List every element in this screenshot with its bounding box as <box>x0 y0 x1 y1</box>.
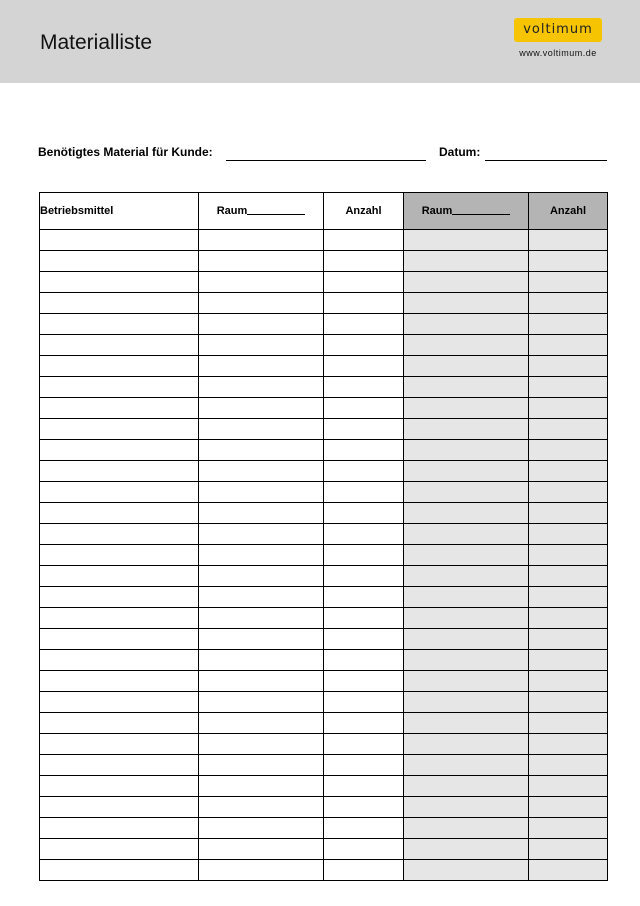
table-row <box>40 818 608 839</box>
table-cell[interactable] <box>40 524 199 545</box>
material-table <box>39 192 608 881</box>
table-cell[interactable] <box>529 461 608 482</box>
table-cell[interactable] <box>40 755 199 776</box>
table-cell[interactable] <box>40 671 199 692</box>
table-cell[interactable] <box>324 482 404 503</box>
website-url[interactable]: www.voltimum.de <box>519 48 597 58</box>
table-cell[interactable] <box>40 818 199 839</box>
table-cell[interactable] <box>40 650 199 671</box>
table-cell[interactable] <box>324 776 404 797</box>
table-cell[interactable] <box>404 377 529 398</box>
table-cell[interactable] <box>404 230 529 251</box>
table-row <box>40 440 608 461</box>
table-cell[interactable] <box>529 692 608 713</box>
table-cell[interactable] <box>199 860 324 881</box>
table-cell[interactable] <box>529 482 608 503</box>
table-cell[interactable] <box>529 566 608 587</box>
table-cell[interactable] <box>40 629 199 650</box>
table-row <box>40 272 608 293</box>
table-cell[interactable] <box>529 671 608 692</box>
table-cell[interactable] <box>324 272 404 293</box>
table-cell[interactable] <box>404 650 529 671</box>
table-cell[interactable] <box>199 818 324 839</box>
table-header-row <box>40 193 608 230</box>
table-cell[interactable] <box>199 482 324 503</box>
voltimum-logo[interactable]: voltimum <box>514 18 602 42</box>
table-cell[interactable] <box>404 335 529 356</box>
table-cell[interactable] <box>40 713 199 734</box>
table-cell[interactable] <box>529 650 608 671</box>
table-cell[interactable] <box>404 734 529 755</box>
table-cell[interactable] <box>40 293 199 314</box>
table-cell[interactable] <box>404 608 529 629</box>
table-cell[interactable] <box>324 860 404 881</box>
table-cell[interactable] <box>324 650 404 671</box>
table-cell[interactable] <box>404 692 529 713</box>
table-row <box>40 524 608 545</box>
table-cell[interactable] <box>404 314 529 335</box>
table-cell[interactable] <box>324 398 404 419</box>
table-cell[interactable] <box>40 692 199 713</box>
table-row <box>40 713 608 734</box>
table-cell[interactable] <box>40 587 199 608</box>
table-cell[interactable] <box>324 839 404 860</box>
table-row <box>40 587 608 608</box>
table-cell[interactable] <box>404 713 529 734</box>
table-row <box>40 692 608 713</box>
table-cell[interactable] <box>199 440 324 461</box>
table-cell[interactable] <box>404 566 529 587</box>
table-cell[interactable] <box>529 398 608 419</box>
table-cell[interactable] <box>529 818 608 839</box>
raum-2-blank[interactable] <box>452 214 510 215</box>
table-cell[interactable] <box>324 524 404 545</box>
table-cell[interactable] <box>40 419 199 440</box>
header-anzahl-2: Anzahl <box>529 193 608 230</box>
table-cell[interactable] <box>404 503 529 524</box>
table-cell[interactable] <box>199 629 324 650</box>
table-cell[interactable] <box>529 734 608 755</box>
table-cell[interactable] <box>40 377 199 398</box>
table-row <box>40 650 608 671</box>
table-cell[interactable] <box>324 692 404 713</box>
table-cell[interactable] <box>40 608 199 629</box>
table-cell[interactable] <box>529 335 608 356</box>
table-cell[interactable] <box>404 818 529 839</box>
customer-label: Benötigtes Material für Kunde: <box>38 145 213 159</box>
table-cell[interactable] <box>40 398 199 419</box>
table-cell[interactable] <box>529 776 608 797</box>
table-cell[interactable] <box>324 671 404 692</box>
table-cell[interactable] <box>324 545 404 566</box>
table-row <box>40 629 608 650</box>
table-cell[interactable] <box>324 461 404 482</box>
table-cell[interactable] <box>199 419 324 440</box>
table-row <box>40 608 608 629</box>
table-cell[interactable] <box>40 503 199 524</box>
raum-1-blank[interactable] <box>247 214 305 215</box>
table-cell[interactable] <box>199 398 324 419</box>
table-cell[interactable] <box>404 461 529 482</box>
table-cell[interactable] <box>324 587 404 608</box>
table-cell[interactable] <box>404 755 529 776</box>
table-cell[interactable] <box>40 314 199 335</box>
table-cell[interactable] <box>199 587 324 608</box>
table-cell[interactable] <box>404 419 529 440</box>
table-cell[interactable] <box>404 797 529 818</box>
table-cell[interactable] <box>40 797 199 818</box>
date-label: Datum: <box>439 145 481 159</box>
table-cell[interactable] <box>529 377 608 398</box>
table-cell[interactable] <box>199 335 324 356</box>
table-cell[interactable] <box>404 251 529 272</box>
table-cell[interactable] <box>324 251 404 272</box>
table-cell[interactable] <box>199 839 324 860</box>
table-cell[interactable] <box>529 545 608 566</box>
table-row <box>40 671 608 692</box>
table-cell[interactable] <box>324 734 404 755</box>
table-cell[interactable] <box>40 776 199 797</box>
table-cell[interactable] <box>404 293 529 314</box>
table-cell[interactable] <box>199 377 324 398</box>
table-cell[interactable] <box>40 566 199 587</box>
table-cell[interactable] <box>199 692 324 713</box>
table-cell[interactable] <box>529 440 608 461</box>
table-row <box>40 398 608 419</box>
table-cell[interactable] <box>404 839 529 860</box>
date-field[interactable] <box>485 160 607 161</box>
table-cell[interactable] <box>199 566 324 587</box>
table-cell[interactable] <box>199 608 324 629</box>
table-cell[interactable] <box>40 440 199 461</box>
table-cell[interactable] <box>40 356 199 377</box>
table-cell[interactable] <box>199 314 324 335</box>
table-cell[interactable] <box>404 440 529 461</box>
table-row <box>40 482 608 503</box>
table-cell[interactable] <box>199 545 324 566</box>
table-row <box>40 461 608 482</box>
table-row <box>40 335 608 356</box>
table-cell[interactable] <box>324 713 404 734</box>
table-cell[interactable] <box>529 860 608 881</box>
table-row <box>40 419 608 440</box>
table-row <box>40 566 608 587</box>
table-cell[interactable] <box>40 734 199 755</box>
header-raum-2-label: Raum <box>421 205 453 217</box>
table-cell[interactable] <box>40 335 199 356</box>
table-cell[interactable] <box>529 713 608 734</box>
customer-field[interactable] <box>226 160 426 161</box>
table-cell[interactable] <box>324 377 404 398</box>
table-cell[interactable] <box>40 461 199 482</box>
table-cell[interactable] <box>404 860 529 881</box>
table-row <box>40 797 608 818</box>
table-cell[interactable] <box>529 272 608 293</box>
table-cell[interactable] <box>404 356 529 377</box>
table-row <box>40 293 608 314</box>
table-cell[interactable] <box>40 251 199 272</box>
table-row <box>40 755 608 776</box>
table-cell[interactable] <box>324 230 404 251</box>
table-row <box>40 503 608 524</box>
table-cell[interactable] <box>529 608 608 629</box>
table-cell[interactable] <box>529 797 608 818</box>
table-row <box>40 734 608 755</box>
table-cell[interactable] <box>404 482 529 503</box>
table-cell[interactable] <box>40 230 199 251</box>
header-anzahl-1: Anzahl <box>324 193 404 230</box>
table-cell[interactable] <box>324 797 404 818</box>
table-row <box>40 860 608 881</box>
table-cell[interactable] <box>199 461 324 482</box>
table-row <box>40 230 608 251</box>
table-row <box>40 356 608 377</box>
table-cell[interactable] <box>529 251 608 272</box>
table-cell[interactable] <box>199 755 324 776</box>
table-cell[interactable] <box>404 671 529 692</box>
table-cell[interactable] <box>404 272 529 293</box>
table-cell[interactable] <box>324 503 404 524</box>
table-cell[interactable] <box>199 650 324 671</box>
header-raum-2 <box>404 193 529 230</box>
header-betriebsmittel: Betriebsmittel <box>40 193 199 230</box>
table-cell[interactable] <box>529 839 608 860</box>
table-cell[interactable] <box>40 482 199 503</box>
table-cell[interactable] <box>324 608 404 629</box>
table-cell[interactable] <box>404 545 529 566</box>
table-cell[interactable] <box>404 776 529 797</box>
table-cell[interactable] <box>529 356 608 377</box>
table-cell[interactable] <box>324 629 404 650</box>
table-cell[interactable] <box>324 755 404 776</box>
table-cell[interactable] <box>199 797 324 818</box>
table-cell[interactable] <box>529 755 608 776</box>
table-cell[interactable] <box>324 440 404 461</box>
table-cell[interactable] <box>199 251 324 272</box>
table-row <box>40 545 608 566</box>
table-cell[interactable] <box>199 230 324 251</box>
table-row <box>40 377 608 398</box>
table-row <box>40 839 608 860</box>
table-cell[interactable] <box>404 398 529 419</box>
table-cell[interactable] <box>404 629 529 650</box>
header-raum-1-label: Raum <box>216 205 248 217</box>
table-cell[interactable] <box>529 230 608 251</box>
table-cell[interactable] <box>529 293 608 314</box>
table-cell[interactable] <box>199 356 324 377</box>
table-cell[interactable] <box>529 524 608 545</box>
header-bar <box>0 0 640 83</box>
table-cell[interactable] <box>199 524 324 545</box>
table-cell[interactable] <box>199 503 324 524</box>
table-cell[interactable] <box>404 524 529 545</box>
table-cell[interactable] <box>324 566 404 587</box>
header-raum-1 <box>199 193 324 230</box>
table-cell[interactable] <box>404 587 529 608</box>
table-cell[interactable] <box>529 503 608 524</box>
page-title: Materialliste <box>40 31 153 54</box>
table-cell[interactable] <box>529 314 608 335</box>
table-cell[interactable] <box>199 293 324 314</box>
table-row <box>40 314 608 335</box>
table-cell[interactable] <box>40 860 199 881</box>
table-cell[interactable] <box>199 713 324 734</box>
table-row <box>40 251 608 272</box>
table-cell[interactable] <box>40 272 199 293</box>
table-cell[interactable] <box>324 419 404 440</box>
table-cell[interactable] <box>199 671 324 692</box>
table-cell[interactable] <box>529 419 608 440</box>
table-cell[interactable] <box>40 545 199 566</box>
table-cell[interactable] <box>324 314 404 335</box>
table-cell[interactable] <box>324 293 404 314</box>
table-cell[interactable] <box>324 335 404 356</box>
table-cell[interactable] <box>529 587 608 608</box>
table-cell[interactable] <box>199 776 324 797</box>
table-cell[interactable] <box>199 734 324 755</box>
table-cell[interactable] <box>324 818 404 839</box>
table-cell[interactable] <box>324 356 404 377</box>
table-cell[interactable] <box>529 629 608 650</box>
table-cell[interactable] <box>199 272 324 293</box>
table-cell[interactable] <box>40 839 199 860</box>
table-row <box>40 776 608 797</box>
